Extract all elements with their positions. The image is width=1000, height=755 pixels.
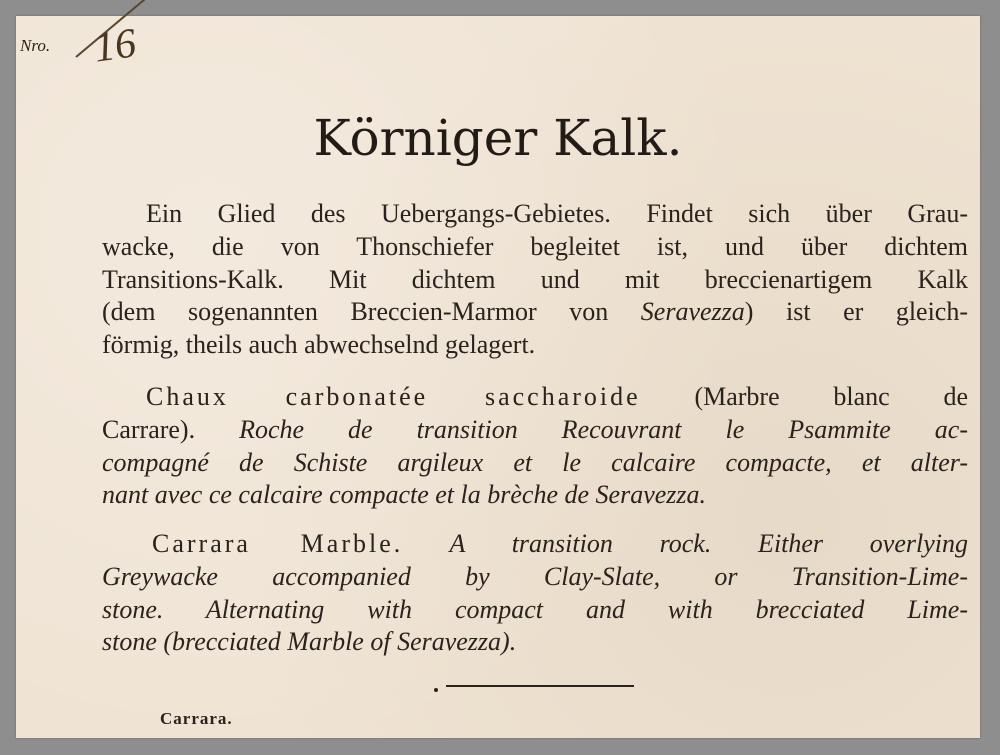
specimen-label-card [16,16,980,738]
english-line-1-text: A transition rock. Either overlying [403,529,968,558]
german-line-2: wacke, die von Thonschiefer begleitet ist, und über dichtem [102,231,968,261]
divider-rule [446,685,634,687]
german-line-1: Ein Glied des Uebergangs-Gebietes. Findet sich über Grau- [146,199,968,228]
english-line-1 [102,528,968,561]
number-prefix: Nro. [20,36,51,55]
french-mineral-name: Chaux carbonatée saccharoide [146,382,641,411]
german-line-5: förmig, theils auch abwechselnd gelagert. [102,330,536,360]
english-line-4: stone (brecciated Marble of Seravezza). [102,627,517,657]
english-line-3: stone. Alternating with compact and with brecciated Lime- [102,594,968,624]
german-description [102,198,968,362]
handwritten-number: 16 [91,20,139,72]
french-line-2-text: Roche de transition Recouvrant le Psammite ac- [239,414,968,444]
french-line-1 [102,381,968,414]
german-line-4 [102,296,968,329]
french-line-4: nant avec ce calcaire compacte et la brèche de Seravezza. [102,480,707,510]
english-line-2: Greywacke accompanied by Clay-Slate, or Transition-Lime- [102,561,968,591]
french-name-paren: (Marbre blanc de [640,382,968,411]
german-line-4-text: (dem sogenannten Breccien-Marmor von [102,297,641,327]
locality-label: Carrara. [160,709,233,728]
french-line-3: compagné de Schiste argileux et le calcaire compacte, et alter- [102,447,968,477]
german-line-3: Transitions-Kalk. Mit dichtem und mit breccienartigem Kalk [102,264,968,294]
french-line-2 [102,414,968,447]
english-mineral-name: Carrara Marble. [152,529,404,558]
german-line-4-end: ) ist er gleich- [744,297,969,327]
english-description [102,528,968,659]
french-line-2-lead: Carrare). [102,414,240,444]
french-description [102,381,968,512]
german-place-seravezza: Seravezza [640,297,745,327]
divider-dot [434,688,438,692]
label-title: Körniger Kalk. [313,109,683,167]
